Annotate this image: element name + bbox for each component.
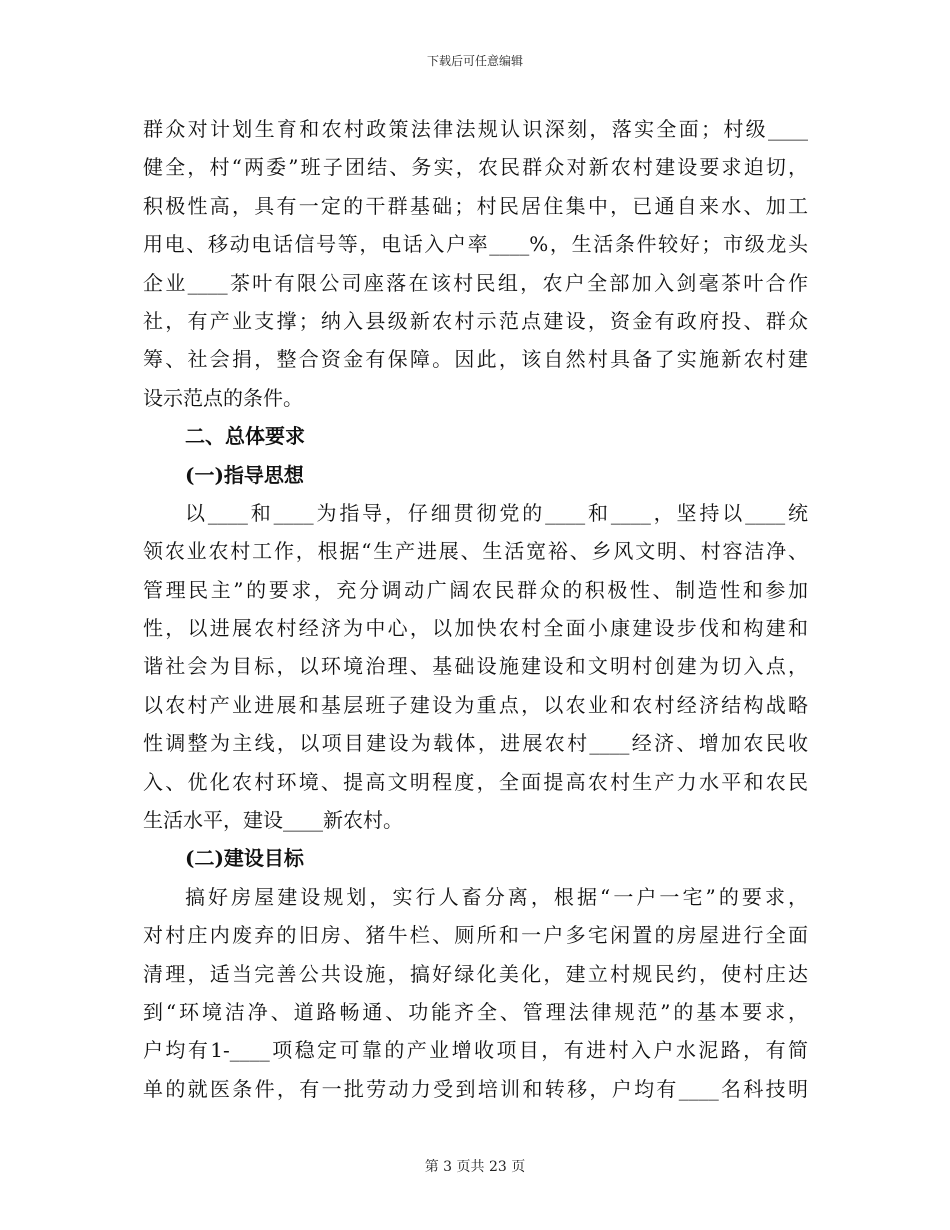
paragraph-line: 户均有1-____项稳定可靠的产业增收项目，有进村入户水泥路，有简: [143, 1038, 808, 1063]
paragraph-line: 谐社会为目标，以环境治理、基础设施建设和文明村创建为切入点，: [143, 654, 808, 679]
paragraph-line: 管理民主”的要求，充分调动广阔农民群众的积极性、制造性和参加: [143, 577, 808, 602]
paragraph-line: 社，有产业支撑；纳入县级新农村示范点建设，资金有政府投、群众: [143, 308, 808, 333]
paragraph-line: 对村庄内废弃的旧房、猪牛栏、厕所和一户多宅闲置的房屋进行全面: [143, 923, 808, 948]
paragraph-line: 企业____茶叶有限公司座落在该村民组，农户全部加入剑毫茶叶合作: [143, 270, 808, 295]
subsection-heading: (一)指导思想: [185, 462, 304, 487]
paragraph-line: 设示范点的条件。: [143, 385, 303, 410]
subsection-heading: (二)建设目标: [185, 846, 304, 871]
paragraph-line: 入、优化农村环境、提高文明程度，全面提高农村生产力水平和农民: [143, 769, 808, 794]
paragraph-line: 搞好房屋建设规划，实行人畜分离，根据“一户一宅”的要求，: [185, 884, 808, 909]
paragraph-line: 以农村产业进展和基层班子建设为重点，以农业和农村经济结构战略: [143, 692, 808, 717]
paragraph-line: 单的就医条件，有一批劳动力受到培训和转移，户均有____名科技明: [143, 1076, 808, 1101]
paragraph-line: 积极性高，具有一定的干群基础；村民居住集中，已通自来水、加工: [143, 193, 808, 218]
paragraph-line: 到“环境洁净、道路畅通、功能齐全、管理法律规范”的基本要求，: [143, 999, 808, 1024]
paragraph-line: 领农业农村工作，根据“生产进展、生活宽裕、乡风文明、村容洁净、: [143, 539, 808, 564]
paragraph-line: 筹、社会捐，整合资金有保障。因此，该自然村具备了实施新农村建: [143, 347, 808, 372]
paragraph-line: 性，以进展农村经济为中心，以加快农村全面小康建设步伐和构建和: [143, 616, 808, 641]
paragraph-line: 群众对计划生育和农村政策法律法规认识深刻，落实全面；村级____: [143, 117, 808, 141]
page-footer: 第 3 页共 23 页: [424, 1159, 526, 1175]
paragraph-line: 健全，村“两委”班子团结、务实，农民群众对新农村建设要求迫切，: [143, 155, 808, 180]
page-header: 下载后可任意编辑: [426, 54, 523, 68]
paragraph-line: 生活水平，建设____新农村。: [143, 808, 403, 833]
paragraph-line: 以____和____为指导，仔细贯彻党的____和____，坚持以____统: [185, 500, 808, 525]
document-body: [143, 110, 808, 1108]
section-heading: 二、总体要求: [185, 424, 305, 449]
paragraph-line: 清理，适当完善公共设施，搞好绿化美化，建立村规民约，使村庄达: [143, 961, 808, 986]
paragraph-line: 性调整为主线，以项目建设为载体，进展农村____经济、增加农民收: [143, 731, 808, 756]
paragraph-line: 用电、移动电话信号等，电话入户率____%，生活条件较好；市级龙头: [143, 232, 808, 257]
